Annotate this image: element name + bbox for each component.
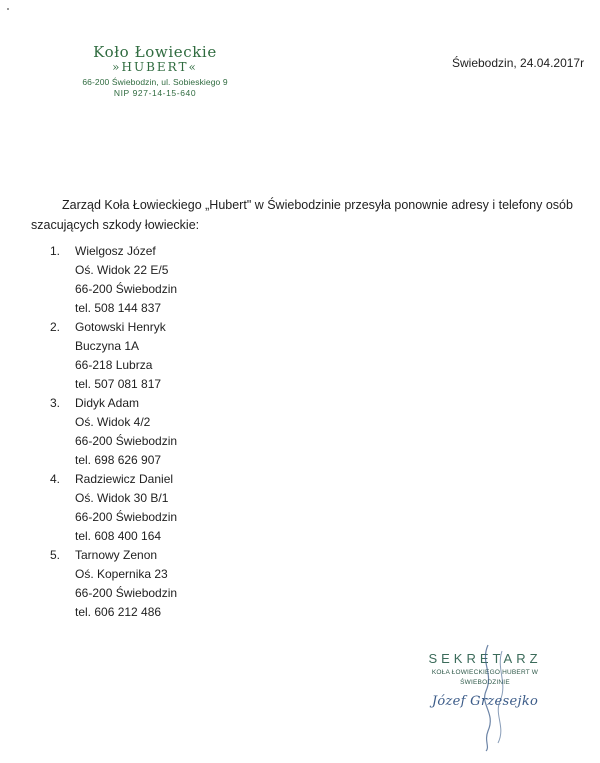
signature-name: Józef Grzesejko xyxy=(431,694,539,709)
phone-number: tel. 608 400 164 xyxy=(75,529,162,543)
signature-subtitle: KOŁA ŁOWIECKIEGO HUBERT W ŚWIEBODZINIE xyxy=(431,669,539,686)
street-address: Oś. Widok 30 B/1 xyxy=(75,491,169,505)
list-item xyxy=(0,318,600,394)
list-item-number: 3. xyxy=(50,396,61,410)
postal-city: 66-200 Świebodzin xyxy=(75,434,178,448)
list-item-details xyxy=(75,318,166,394)
document-date: Świebodzin, 24.04.2017r xyxy=(452,56,585,70)
street-address: Oś. Kopernika 23 xyxy=(75,567,168,581)
scan-speck xyxy=(7,8,9,10)
phone-number: tel. 508 144 837 xyxy=(75,301,162,315)
postal-city: 66-218 Lubrza xyxy=(75,358,153,372)
stamp-nip: NIP 927-14-15-640 xyxy=(113,88,197,98)
list-item-number: 2. xyxy=(50,320,61,334)
stamp-address: 66-200 Świebodzin, ul. Sobieskiego 9 xyxy=(82,77,228,87)
secretary-signature-stamp xyxy=(410,651,560,709)
phone-number: tel. 507 081 817 xyxy=(75,377,162,391)
assessor-list xyxy=(0,242,600,622)
stamp-org-name: Koło Łowieckie xyxy=(93,43,217,61)
person-name: Wielgosz Józef xyxy=(75,244,156,258)
phone-number: tel. 698 626 907 xyxy=(75,453,162,467)
postal-city: 66-200 Świebodzin xyxy=(75,586,178,600)
street-address: Oś. Widok 4/2 xyxy=(75,415,151,429)
phone-number: tel. 606 212 486 xyxy=(75,605,162,619)
intro-paragraph xyxy=(31,195,579,235)
signature-title: SEKRETARZ xyxy=(428,651,542,666)
person-name: Tarnowy Zenon xyxy=(75,548,158,562)
list-item-details xyxy=(75,546,177,622)
person-name: Gotowski Henryk xyxy=(75,320,166,334)
list-item-number: 5. xyxy=(50,548,61,562)
list-item xyxy=(0,394,600,470)
street-address: Oś. Widok 22 E/5 xyxy=(75,263,169,277)
postal-city: 66-200 Świebodzin xyxy=(75,282,178,296)
intro-text: Zarząd Koła Łowieckiego „Hubert" w Świebodzinie przesyła ponownie adresy i telefony osób szacujących szkody łowieckie: xyxy=(31,198,573,232)
list-item-number: 4. xyxy=(50,472,61,486)
list-item xyxy=(0,470,600,546)
list-item-details xyxy=(75,470,177,546)
list-item xyxy=(0,546,600,622)
postal-city: 66-200 Świebodzin xyxy=(75,510,178,524)
street-address: Buczyna 1A xyxy=(75,339,140,353)
organization-stamp xyxy=(70,44,240,99)
list-item-number: 1. xyxy=(50,244,61,258)
stamp-org-subname: »HUBERT« xyxy=(112,60,198,74)
list-item-details xyxy=(75,394,177,470)
person-name: Didyk Adam xyxy=(75,396,140,410)
list-item xyxy=(0,242,600,318)
list-item-details xyxy=(75,242,177,318)
person-name: Radziewicz Daniel xyxy=(75,472,174,486)
